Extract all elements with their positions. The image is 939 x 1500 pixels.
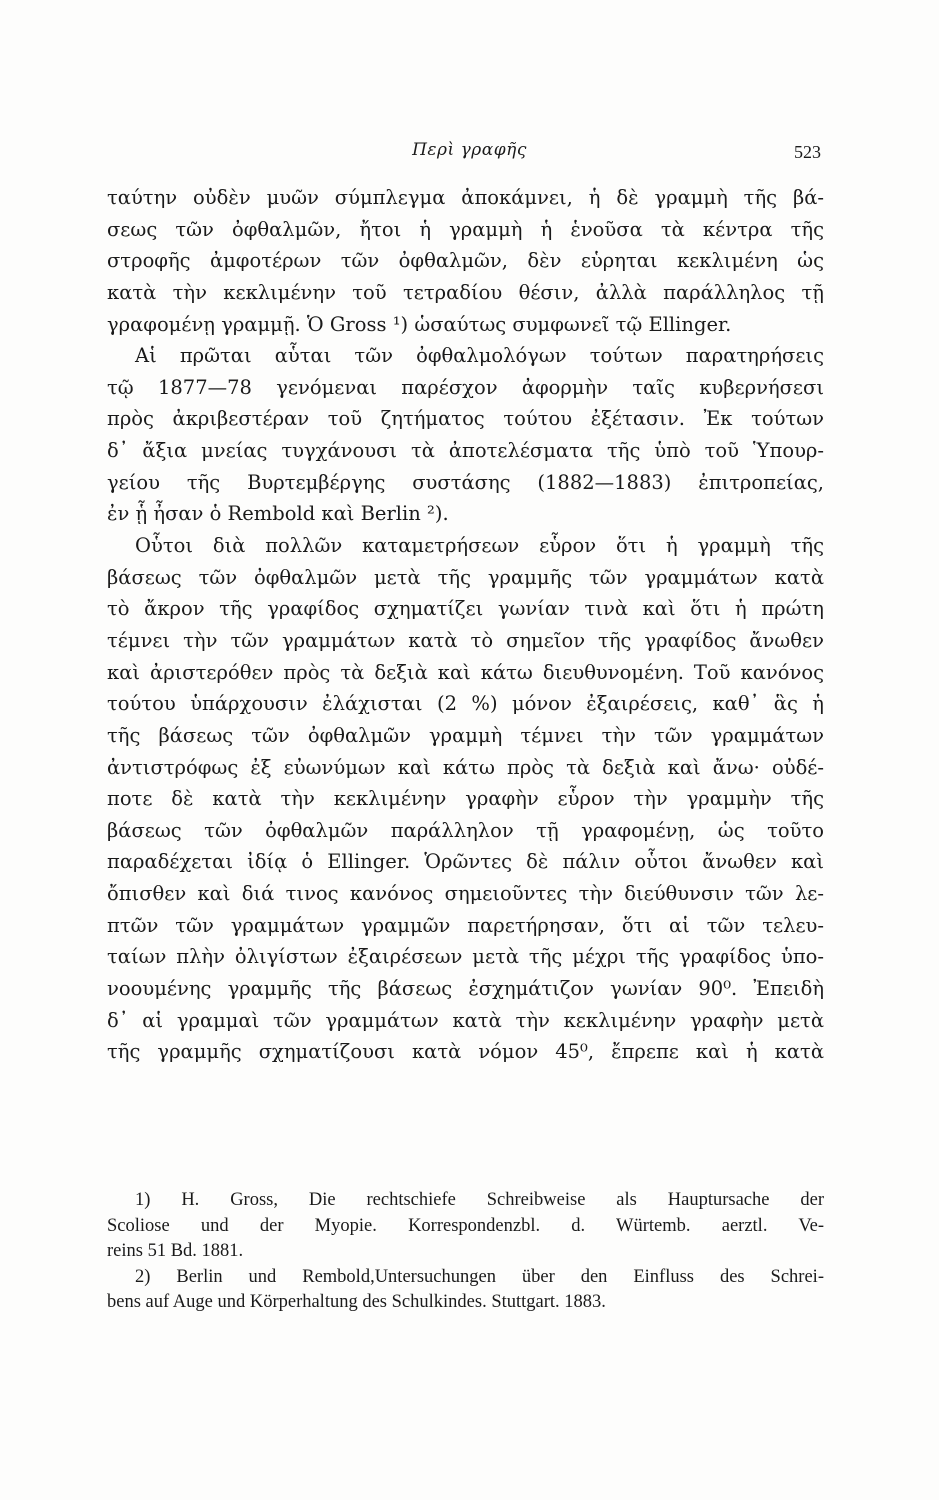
- text-line: βάσεως τῶν ὀφθαλμῶν μετὰ τῆς γραμμῆς τῶν γραμμάτων κατὰ: [107, 565, 824, 589]
- text-line: τέμνει τὴν τῶν γραμμάτων κατὰ τὸ σημεῖον τῆς γραφίδος ἄνωθεν: [107, 628, 824, 652]
- text-line: βάσεως τῶν ὀφθαλμῶν παράλληλον τῇ γραφομένῃ, ὡς τοῦτο: [107, 818, 824, 842]
- footnote-line: 2) Berlin und Rembold,Untersuchungen über den Einfluss des Schrei-: [135, 1266, 824, 1287]
- text-line: καὶ ἀριστερόθεν πρὸς τὰ δεξιὰ καὶ κάτω διευθυνομένη. Τοῦ κανόνος: [107, 660, 824, 684]
- text-line: σεως τῶν ὀφθαλμῶν, ἤτοι ἡ γραμμὴ ἡ ἑνοῦσα τὰ κέντρα τῆς: [107, 217, 824, 241]
- text-line: τὸ ἄκρον τῆς γραφίδος σχηματίζει γωνίαν τινὰ καὶ ὅτι ἡ πρώτη: [107, 597, 824, 621]
- text-line: στροφῆς ἀμφοτέρων τῶν ὀφθαλμῶν, δὲν εὑρηται κεκλιμένη ὡς: [107, 249, 824, 273]
- text-line: ταύτην οὐδὲν μυῶν σύμπλεγμα ἀποκάμνει, ἡ δὲ γραμμὴ τῆς βά-: [107, 186, 824, 209]
- text-line: γραφομένῃ γραμμῇ. Ὁ Gross ¹) ὡσαύτως συμφωνεῖ τῷ Ellinger.: [107, 312, 732, 336]
- text-line: ὄπισθεν καὶ διά τινος κανόνος σημειοῦντες τὴν διεύθυνσιν τῶν λε-: [107, 882, 824, 906]
- text-line: κατὰ τὴν κεκλιμένην τοῦ τετραδίου θέσιν, ἀλλὰ παράλληλος τῇ: [107, 280, 824, 304]
- footnotes: [107, 1188, 824, 1316]
- page-number: 523: [794, 142, 821, 162]
- footnote-line: Scoliose und der Myopie. Korrespondenzbl. d. Würtemb. aerztl. Ve-: [107, 1215, 824, 1236]
- running-title: Περὶ γραφῆς: [412, 140, 527, 160]
- text-line: ταίων πλὴν ὀλιγίστων ἐξαιρέσεων μετὰ τῆς μέχρι τῆς γραφίδος ὑπο-: [107, 945, 824, 969]
- footnote-line: bens auf Auge und Körperhaltung des Schulkindes. Stuttgart. 1883.: [107, 1292, 606, 1313]
- text-line: ἀντιστρόφως ἐξ εὐωνύμων καὶ κάτω πρὸς τὰ δεξιὰ καὶ ἄνω· οὐδέ-: [107, 755, 824, 779]
- text-line: πτῶν τῶν γραμμάτων γραμμῶν παρετήρησαν, ὅτι αἱ τῶν τελευ-: [107, 913, 824, 937]
- text-line: Οὗτοι διὰ πολλῶν καταμετρήσεων εὗρον ὅτι ἡ γραμμὴ τῆς: [135, 534, 824, 558]
- main-text: [107, 182, 824, 1068]
- text-line: δ᾽ αἱ γραμμαὶ τῶν γραμμάτων κατὰ τὴν κεκλιμένην γραφὴν μετὰ: [107, 1008, 824, 1032]
- text-line: τῆς γραμμῆς σχηματίζουσι κατὰ νόμον 45⁰, ἔπρεπε καὶ ἡ κατὰ: [107, 1040, 824, 1064]
- running-head: [0, 140, 939, 170]
- text-line: Αἱ πρῶται αὗται τῶν ὀφθαλμολόγων τούτων παρατηρήσεις: [135, 344, 824, 368]
- text-line: παραδέχεται ἰδίᾳ ὁ Ellinger. Ὁρῶντες δὲ πάλιν οὗτοι ἄνωθεν καὶ: [107, 850, 824, 874]
- text-line: γείου τῆς Βυρτεμβέργης συστάσης (1882—1883) ἐπιτροπείας,: [107, 470, 824, 494]
- text-line: ποτε δὲ κατὰ τὴν κεκλιμένην γραφὴν εὗρον τὴν γραμμὴν τῆς: [107, 787, 824, 811]
- text-line: τῆς βάσεως τῶν ὀφθαλμῶν γραμμὴ τέμνει τὴν τῶν γραμμάτων: [107, 723, 824, 747]
- text-line: δ᾽ ἄξια μνείας τυγχάνουσι τὰ ἀποτελέσματα τῆς ὑπὸ τοῦ Ὑπουρ-: [107, 439, 824, 463]
- text-line: τῷ 1877—78 γενόμεναι παρέσχον ἀφορμὴν ταῖς κυβερνήσεσι: [107, 375, 824, 399]
- text-line: τούτου ὑπάρχουσιν ἐλάχισται (2 %) μόνον ἐξαιρέσεις, καθ᾽ ἃς ἡ: [107, 692, 824, 716]
- footnote-line: 1) H. Gross, Die rechtschiefe Schreibweise als Hauptursache der: [135, 1190, 824, 1210]
- text-line: νοουμένης γραμμῆς τῆς βάσεως ἐσχημάτιζον γωνίαν 90⁰. Ἐπειδὴ: [107, 977, 824, 1001]
- text-line: ἐν ᾗ ἦσαν ὁ Rembold καὶ Berlin ²).: [107, 502, 449, 526]
- footnote-line: reins 51 Bd. 1881.: [107, 1241, 244, 1262]
- text-line: πρὸς ἀκριβεστέραν τοῦ ζητήματος τούτου ἐξέτασιν. Ἐκ τούτων: [107, 407, 824, 431]
